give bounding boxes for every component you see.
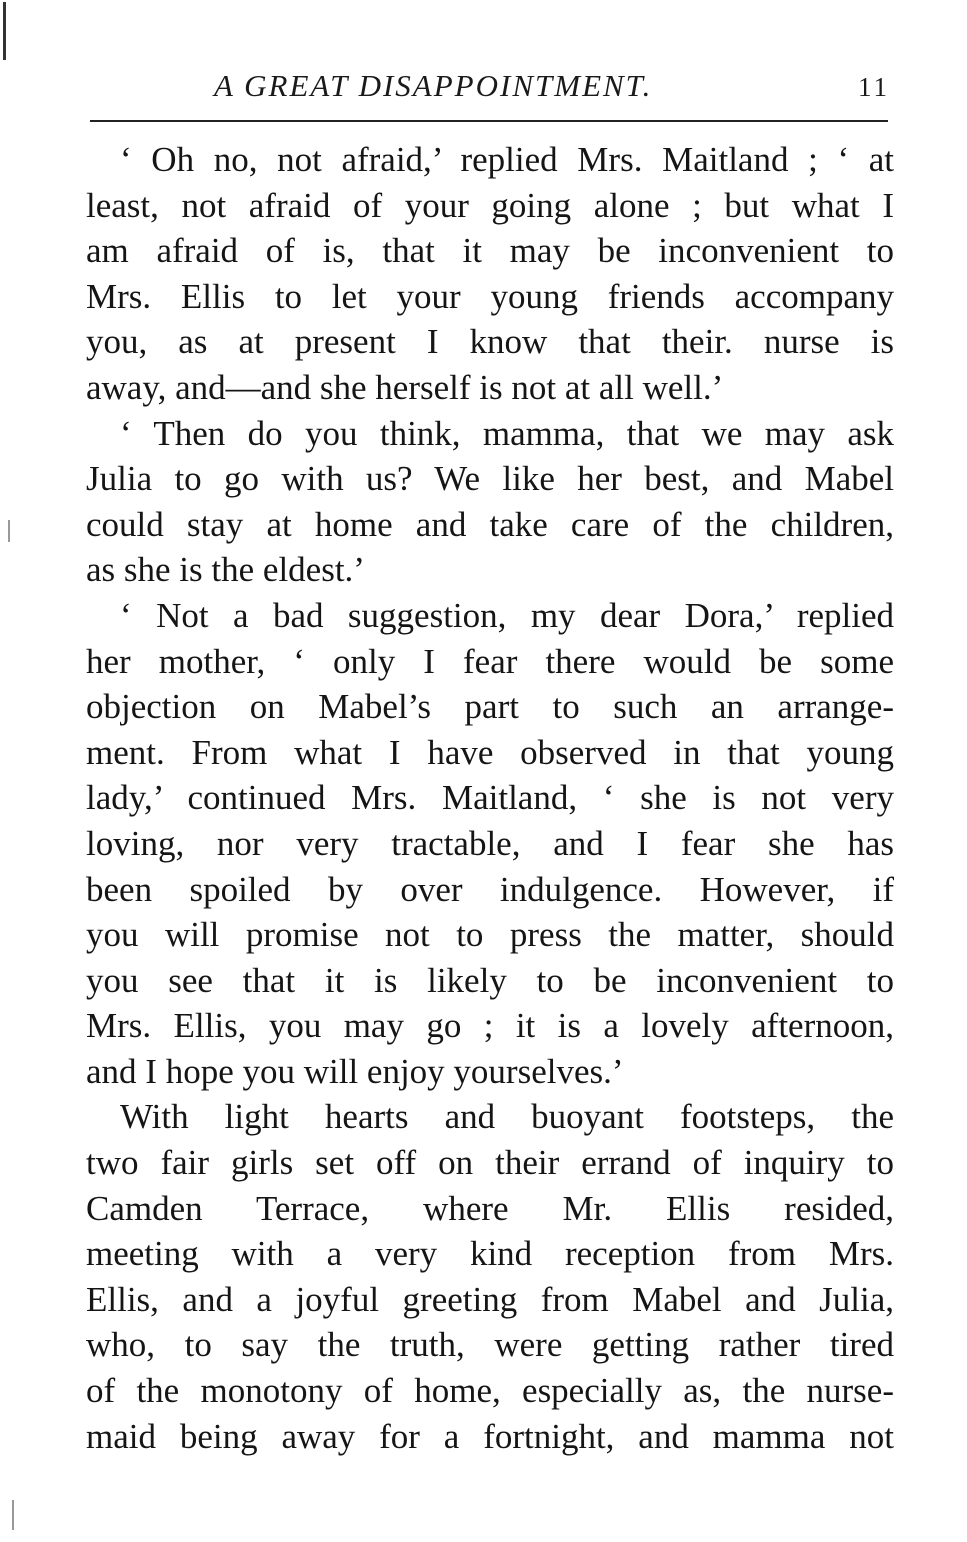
running-head: A GREAT DISAPPOINTMENT. xyxy=(214,68,653,103)
text-line: maid being away for a fortnight, and mamma not xyxy=(86,1416,894,1456)
paragraph xyxy=(86,411,894,593)
text-line: Ellis, and a joyful greeting from Mabel and Julia, xyxy=(86,1279,894,1319)
binding-mark xyxy=(8,520,10,542)
text-line: you will promise not to press the matter, should xyxy=(86,915,894,955)
page-number: 11 xyxy=(858,72,890,102)
paragraph xyxy=(86,1094,894,1459)
text-line: as she is the eldest.’ xyxy=(86,550,365,590)
paragraph xyxy=(86,137,894,411)
text-line: away, and—and she herself is not at all well.’ xyxy=(86,367,724,407)
page-header xyxy=(86,68,894,112)
binding-mark xyxy=(3,2,6,60)
text-line: meeting with a very kind reception from Mrs. xyxy=(86,1234,894,1274)
text-line: two fair girls set off on their errand of inquiry to xyxy=(86,1143,894,1183)
paragraph xyxy=(86,593,894,1095)
text-line: loving, nor very tractable, and I fear she has xyxy=(86,823,894,863)
text-line: of the monotony of home, especially as, the nurse- xyxy=(86,1371,894,1411)
text-line: could stay at home and take care of the children, xyxy=(86,504,894,544)
text-line: Julia to go with us? We like her best, and Mabel xyxy=(86,459,894,499)
text-line: least, not afraid of your going alone ; but what I xyxy=(86,185,894,225)
text-line: ‘ Not a bad suggestion, my dear Dora,’ replied xyxy=(120,595,894,635)
text-line: With light hearts and buoyant footsteps, the xyxy=(120,1097,894,1137)
text-line: Mrs. Ellis to let your young friends accompany xyxy=(86,276,894,316)
text-line: you see that it is likely to be inconvenient to xyxy=(86,960,894,1000)
text-line: you, as at present I know that their. nurse is xyxy=(86,322,894,362)
text-line: her mother, ‘ only I fear there would be some xyxy=(86,641,894,681)
text-line: ment. From what I have observed in that young xyxy=(86,732,894,772)
text-line: ‘ Oh no, not afraid,’ replied Mrs. Maitland ; ‘ at xyxy=(120,140,894,179)
binding-mark xyxy=(12,1500,14,1530)
text-line: Camden Terrace, where Mr. Ellis resided, xyxy=(86,1188,894,1228)
text-line: who, to say the truth, were getting rather tired xyxy=(86,1325,894,1365)
text-line: been spoiled by over indulgence. However, if xyxy=(86,869,894,909)
text-line: ‘ Then do you think, mamma, that we may ask xyxy=(120,413,894,453)
text-line: Mrs. Ellis, you may go ; it is a lovely afternoon, xyxy=(86,1006,894,1046)
text-line: lady,’ continued Mrs. Maitland, ‘ she is not very xyxy=(86,778,894,818)
text-line: objection on Mabel’s part to such an arrange- xyxy=(86,687,894,727)
text-line: and I hope you will enjoy yourselves.’ xyxy=(86,1051,624,1091)
header-rule xyxy=(90,120,888,122)
text-line: am afraid of is, that it may be inconvenient to xyxy=(86,231,894,271)
body-text xyxy=(86,137,894,1459)
